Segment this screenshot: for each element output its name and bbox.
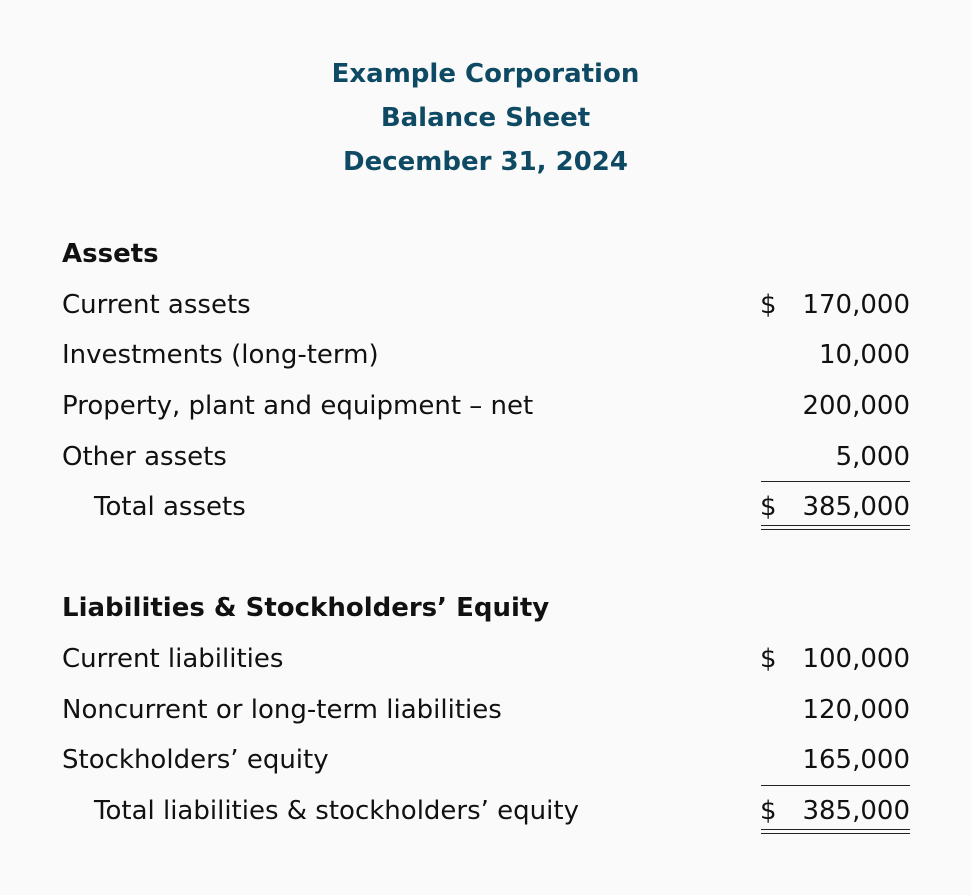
row-amount: 10,000 bbox=[819, 340, 910, 370]
currency-sign: $ bbox=[760, 290, 777, 320]
assets-row bbox=[62, 280, 910, 330]
total-amount: 385,000 bbox=[802, 796, 910, 826]
total-amount: 385,000 bbox=[802, 492, 910, 522]
liabilities-row bbox=[62, 685, 910, 735]
liabilities-row bbox=[62, 634, 910, 684]
total-double-rule bbox=[761, 829, 910, 834]
assets-heading: Assets bbox=[62, 239, 159, 269]
row-label: Investments (long-term) bbox=[62, 340, 379, 370]
row-amount: 120,000 bbox=[802, 695, 910, 725]
row-amount: 100,000 bbox=[802, 644, 910, 674]
currency-sign: $ bbox=[760, 492, 777, 522]
total-label: Total assets bbox=[94, 492, 246, 522]
row-label: Other assets bbox=[62, 442, 227, 472]
statement-title: Balance Sheet bbox=[380, 103, 591, 133]
assets-row bbox=[62, 381, 910, 431]
assets-row bbox=[62, 330, 910, 380]
statement-date: December 31, 2024 bbox=[343, 147, 628, 177]
company-name: Example Corporation bbox=[331, 59, 640, 89]
row-label: Current liabilities bbox=[62, 644, 284, 674]
row-label: Stockholders’ equity bbox=[62, 745, 329, 775]
statement-header bbox=[0, 52, 971, 184]
currency-sign: $ bbox=[760, 644, 777, 674]
row-label: Noncurrent or long-term liabilities bbox=[62, 695, 502, 725]
liabilities-row bbox=[62, 735, 910, 785]
row-amount: 170,000 bbox=[802, 290, 910, 320]
row-label: Current assets bbox=[62, 290, 251, 320]
liabilities-heading: Liabilities & Stockholders’ Equity bbox=[62, 593, 550, 623]
currency-sign: $ bbox=[760, 796, 777, 826]
row-amount: 200,000 bbox=[802, 391, 910, 421]
row-label: Property, plant and equipment – net bbox=[62, 391, 534, 421]
total-label: Total liabilities & stockholders’ equity bbox=[94, 796, 579, 826]
row-amount: 165,000 bbox=[802, 745, 910, 775]
assets-row bbox=[62, 432, 910, 482]
row-amount: 5,000 bbox=[835, 442, 910, 472]
total-double-rule bbox=[761, 525, 910, 530]
